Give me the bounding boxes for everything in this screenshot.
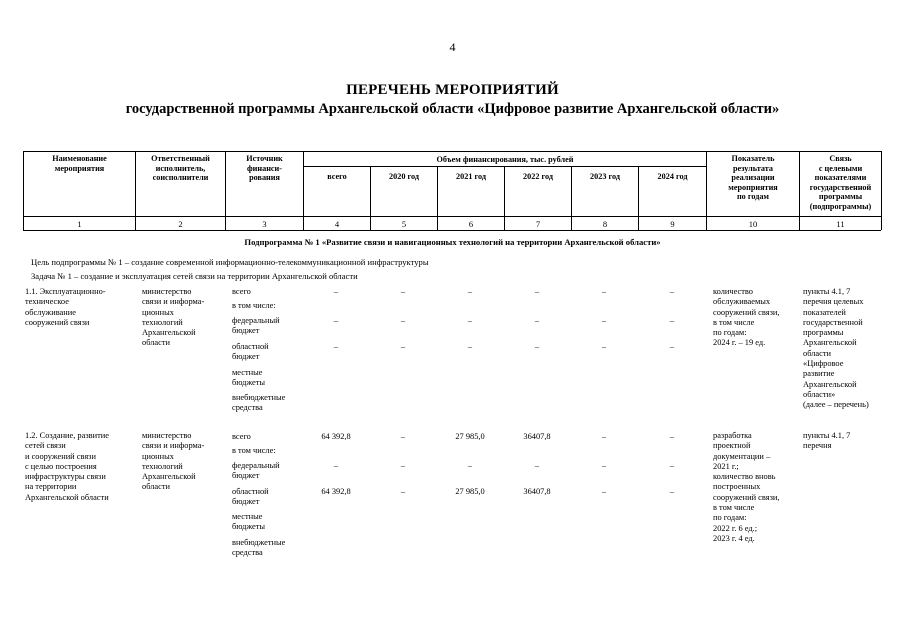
value-2024: – bbox=[669, 432, 675, 441]
header-2020: 2020 год bbox=[389, 172, 419, 181]
header-2023: 2023 год bbox=[590, 172, 620, 181]
header-funding: Объем финансирования, тыс. рублей bbox=[436, 155, 574, 164]
row-name: 1.2. Создание, развитие сетей связи и сооружений связи с целью построения инфраструктуры связи на территории Архангельской области bbox=[25, 431, 109, 502]
value-2023: – bbox=[601, 432, 607, 441]
source-total: всего bbox=[232, 287, 251, 296]
row-name: 1.1. Эксплуатационно- техническое обслуживание сооружений связи bbox=[25, 287, 106, 327]
column-number: 7 bbox=[535, 219, 541, 229]
subprogram-goal: Цель подпрограммы № 1 – создание современной информационно-телекоммуникационной инфраструктуры bbox=[31, 257, 429, 267]
column-number: 6 bbox=[468, 219, 474, 229]
source-extrabudget: внебюджетные средства bbox=[232, 393, 286, 413]
source-federal: федеральный бюджет bbox=[232, 461, 280, 481]
row-link: пункты 4.1, 7 перечня целевых показателей государственной программы Архангельской области «Цифровое развитие Архангельской области» (далее – перечень) bbox=[803, 287, 869, 410]
value-2024: – bbox=[669, 487, 675, 496]
row-executor: министерство связи и информа- ционных технологий Архангельской области bbox=[142, 431, 205, 492]
value-2024: – bbox=[669, 287, 675, 296]
value-total: 64 392,8 bbox=[321, 487, 351, 496]
document-title: ПЕРЕЧЕНЬ МЕРОПРИЯТИЙ bbox=[346, 82, 559, 98]
row-executor: министерство связи и информа- ционных технологий Архангельской области bbox=[142, 287, 205, 348]
header-source: Источник финанси- рования bbox=[246, 154, 283, 183]
source-extrabudget: внебюджетные средства bbox=[232, 538, 286, 558]
value-2021: – bbox=[467, 316, 473, 325]
header-2022: 2022 год bbox=[523, 172, 553, 181]
value-2023: – bbox=[601, 342, 607, 351]
subprogram-task: Задача № 1 – создание и эксплуатация сетей связи на территории Архангельской области bbox=[31, 271, 358, 281]
header-total: всего bbox=[327, 172, 347, 181]
value-2022: – bbox=[534, 316, 540, 325]
header-executor: Ответственный исполнитель, соисполнители bbox=[151, 154, 210, 183]
value-2023: – bbox=[601, 461, 607, 470]
value-2024: – bbox=[669, 316, 675, 325]
source-including: в том числе: bbox=[232, 446, 276, 455]
value-2022: 36407,8 bbox=[523, 487, 551, 496]
value-2023: – bbox=[601, 287, 607, 296]
source-regional: областной бюджет bbox=[232, 342, 269, 362]
header-2024: 2024 год bbox=[657, 172, 688, 181]
value-2023: – bbox=[601, 487, 607, 496]
column-number: 1 bbox=[77, 219, 82, 229]
value-2021: – bbox=[467, 287, 473, 296]
header-name: Наименование мероприятия bbox=[52, 154, 107, 173]
value-2020: – bbox=[400, 461, 406, 470]
value-2021: 27 985,0 bbox=[455, 487, 485, 496]
value-2020: – bbox=[400, 432, 406, 441]
value-2021: – bbox=[467, 461, 473, 470]
source-total: всего bbox=[232, 432, 251, 441]
source-federal: федеральный бюджет bbox=[232, 316, 280, 336]
column-number: 9 bbox=[670, 219, 675, 229]
value-2021: 27 985,0 bbox=[455, 432, 485, 441]
value-2024: – bbox=[669, 342, 675, 351]
source-local: местные бюджеты bbox=[232, 512, 266, 532]
column-number: 3 bbox=[262, 219, 267, 229]
row-link: пункты 4.1, 7 перечня bbox=[803, 431, 851, 451]
value-total: – bbox=[333, 461, 339, 470]
source-local: местные бюджеты bbox=[232, 368, 266, 388]
value-2022: – bbox=[534, 342, 540, 351]
column-number: 10 bbox=[748, 219, 758, 229]
source-including: в том числе: bbox=[232, 301, 276, 310]
header-indicator: Показатель результата реализации мероприятия по годам bbox=[728, 154, 778, 202]
row-indicator: разработка проектной документации – 2021 г.; количество вновь построенных сооружений связи, в том числе по годам: 2022 г. 6 ед.; 2023 г. 4 ед. bbox=[713, 431, 780, 543]
value-2020: – bbox=[400, 487, 406, 496]
header-link: Связь с целевыми показателями государственной программы (подпрограммы) bbox=[809, 154, 872, 211]
value-2024: – bbox=[669, 461, 675, 470]
column-number: 11 bbox=[836, 219, 845, 229]
value-2022: – bbox=[534, 461, 540, 470]
value-total: 64 392,8 bbox=[321, 432, 351, 441]
subprogram-title: Подпрограмма № 1 «Развитие связи и навигационных технологий на территории Архангельской области» bbox=[244, 237, 661, 247]
value-2021: – bbox=[467, 342, 473, 351]
row-indicator: количество обслуживаемых сооружений связи, в том числе по годам: 2024 г. – 19 ед. bbox=[713, 287, 780, 348]
value-total: – bbox=[333, 287, 339, 296]
document-subtitle: государственной программы Архангельской области «Цифровое развитие Архангельской области» bbox=[125, 101, 780, 117]
page-number: 4 bbox=[449, 40, 456, 54]
column-number: 4 bbox=[334, 219, 340, 229]
header-2021: 2021 год bbox=[456, 172, 486, 181]
value-2020: – bbox=[400, 316, 406, 325]
value-2020: – bbox=[400, 342, 406, 351]
column-number: 5 bbox=[401, 219, 407, 229]
value-2022: 36407,8 bbox=[523, 432, 551, 441]
column-number: 2 bbox=[178, 219, 183, 229]
column-number: 8 bbox=[602, 219, 608, 229]
value-2020: – bbox=[400, 287, 406, 296]
value-2023: – bbox=[601, 316, 607, 325]
value-2022: – bbox=[534, 287, 540, 296]
source-regional: областной бюджет bbox=[232, 487, 269, 507]
value-total: – bbox=[333, 342, 339, 351]
value-total: – bbox=[333, 316, 339, 325]
